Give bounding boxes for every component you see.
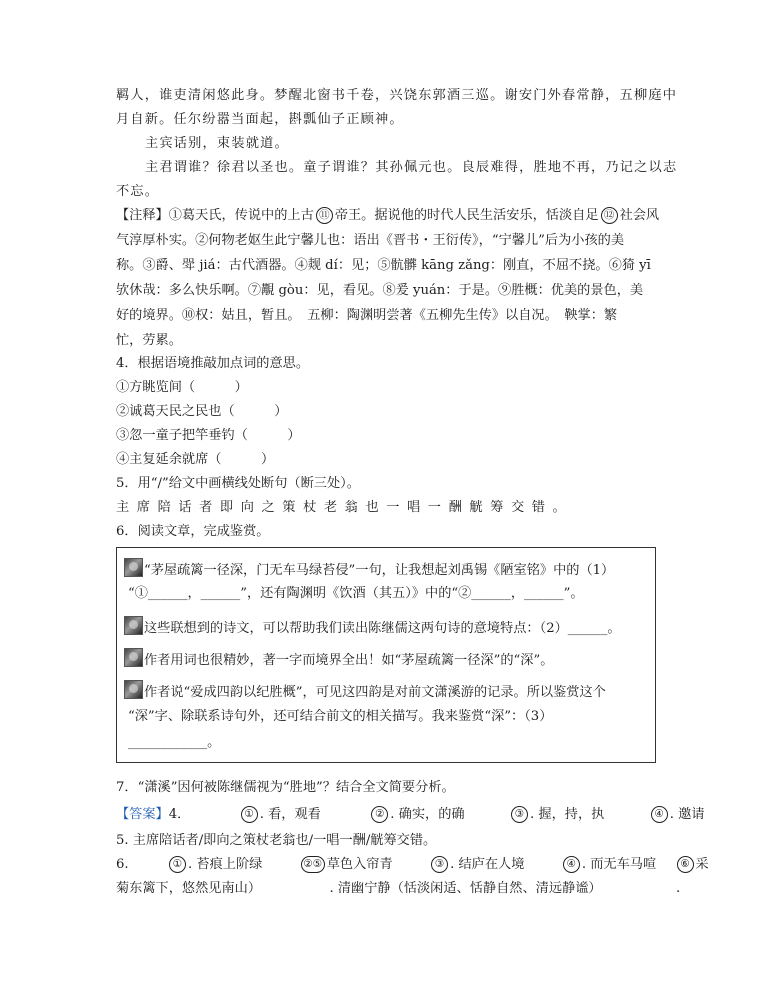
box-line: ____________。 bbox=[128, 735, 221, 750]
question-4-title: 4．根据语境推敲加点词的意思。 bbox=[116, 356, 310, 371]
answer-number: 6. bbox=[116, 857, 129, 872]
notes-text: 社会风 bbox=[619, 208, 660, 223]
answer-text: . 而无车马喧 bbox=[581, 857, 657, 872]
question-6-title: 6．阅读文章，完成鉴赏。 bbox=[116, 524, 270, 539]
answer-text: . 看，观看 bbox=[259, 807, 321, 822]
question-4-item: ②诚葛天民之民也（ ） bbox=[116, 404, 288, 419]
student-avatar-icon bbox=[124, 648, 143, 667]
question-4-item: ①方眺览间（ ） bbox=[116, 380, 248, 395]
note-marker: ⑪ bbox=[316, 207, 333, 224]
answer-number: 4． bbox=[168, 807, 191, 822]
box-text: 这些联想到的诗文，可以帮助我们读出陈继儒这两句诗的意境特点：（2）______。 bbox=[144, 621, 621, 636]
notes-text: 帝王。据说他的时代人民生活安乐，恬淡自足 bbox=[334, 208, 599, 223]
answer-marker: ② bbox=[371, 806, 388, 823]
student-avatar-icon bbox=[124, 616, 143, 635]
note-marker: ⑫ bbox=[601, 207, 618, 224]
answer-marker: ① bbox=[241, 806, 258, 823]
notes-line: 好的境界。⑩权：姑且，暂且。 五柳：陶渊明尝著《五柳先生传》以自况。 鞅掌：繁 bbox=[116, 308, 618, 323]
notes-line: 气淳厚朴实。②何物老妪生此宁馨儿也：语出《晋书・王衍传》，“宁馨儿”后为小孩的美 bbox=[116, 233, 625, 248]
answer-tag: 【答案】 bbox=[116, 807, 169, 822]
notes-tag: 【注释】 bbox=[116, 208, 169, 223]
box-line: “①______，______”，还有陶渊明《饮酒（其五）》中的“②______，______”。 bbox=[128, 586, 584, 601]
answer-text: . 苔痕上阶绿 bbox=[188, 857, 263, 872]
box-line bbox=[124, 680, 606, 703]
box-line bbox=[124, 648, 553, 671]
passage-line: 主宾话别，束装就道。 bbox=[145, 136, 289, 151]
box-line bbox=[124, 616, 621, 639]
answer-line-5: 5. 主席陪话者/即向之策杖老翁也/一唱一酬/觥筹交错。 bbox=[116, 833, 437, 848]
answer-text: . 结庐在人境 bbox=[450, 857, 525, 872]
box-text: 作者说“爱成四韵以纪胜概”，可见这四韵是对前文潇溪游的记录。所以鉴赏这个 bbox=[144, 685, 606, 700]
answer-text: 草色入帘青 bbox=[326, 857, 393, 872]
answer-text: 采 bbox=[695, 857, 709, 872]
answer-marker: ④ bbox=[651, 806, 668, 823]
answer-line-6b bbox=[116, 879, 680, 899]
answer-text: . 邀请 bbox=[669, 807, 705, 822]
answer-text: 菊东篱下，悠然见南山） bbox=[116, 881, 262, 896]
answer-marker: ②⑤ bbox=[301, 856, 325, 873]
student-avatar-icon bbox=[124, 558, 143, 577]
passage-line: 月自新。任尔纷嚣当面起，斟瓢仙子正顾神。 bbox=[116, 112, 404, 127]
notes-text: ①葛天氏，传说中的上古 bbox=[168, 208, 314, 223]
notes-line: 欤休哉：多么快乐啊。⑦覯 gòu：见，看见。⑧爰 yuán：于是。⑨胜概：优美的景色，美 bbox=[116, 283, 644, 298]
answer-marker: ④ bbox=[563, 856, 580, 873]
notes-line: 忙，劳累。 bbox=[116, 333, 182, 348]
answer-line-6 bbox=[116, 855, 709, 875]
answer-text: . 握，持，执 bbox=[530, 807, 605, 822]
answer-text: . bbox=[676, 881, 681, 896]
notes-line: 称。③爵、斝 jiá：古代酒器。④觌 dí：见；⑤骯髒 kāng zǎng：刚直，不屈不挠。⑥猗 yī bbox=[116, 258, 651, 273]
answer-text: . 确实，的确 bbox=[390, 807, 465, 822]
question-5-text: 主席陪话者即向之策杖老翁也一唱一酬觥筹交错。 bbox=[116, 500, 574, 515]
box-line: “深”字、除联系诗句外，还可结合前文的相关描写。我来鉴赏“深”：（3） bbox=[128, 709, 553, 724]
notes-line bbox=[116, 206, 659, 226]
box-line bbox=[124, 558, 614, 581]
student-avatar-icon bbox=[124, 680, 143, 699]
box-text: 作者用词也很精妙，著一字而境界全出！如“茅屋疏篱一径深”的“深”。 bbox=[144, 653, 554, 668]
answer-marker: ① bbox=[169, 856, 186, 873]
passage-line: 主君谓谁？徐君以圣也。童子谓谁？其孙佩元也。良辰难得，胜地不再，乃记之以志 bbox=[145, 160, 678, 175]
answer-marker: ③ bbox=[511, 806, 528, 823]
answer-marker: ⑥ bbox=[677, 856, 694, 873]
question-5-title: 5．用“/”给文中画横线处断句（断三处）。 bbox=[116, 476, 360, 491]
question-4-item: ④主复延余就席（ ） bbox=[116, 452, 275, 467]
question-4-item: ③忽一童子把竿垂钓（ ） bbox=[116, 428, 301, 443]
answer-text: . 清幽宁静（恬淡闲适、恬静自然、清远静谧） bbox=[329, 881, 602, 896]
answer-line-4 bbox=[116, 805, 705, 825]
answer-marker: ③ bbox=[431, 856, 448, 873]
question-7-title: 7．“潇溪”因何被陈继儒视为“胜地”？结合全文简要分析。 bbox=[116, 780, 455, 795]
passage-line: 羁人，谁吏清闲悠此身。梦醒北窗书千卷，兴饶东郭酒三巡。谢安门外春常静，五柳庭中 bbox=[116, 88, 678, 103]
passage-line: 不忘。 bbox=[116, 184, 160, 199]
box-text: “茅屋疏篱一径深，门无车马绿苔侵”一句，让我想起刘禹锡《陋室铭》中的（1） bbox=[144, 563, 615, 578]
